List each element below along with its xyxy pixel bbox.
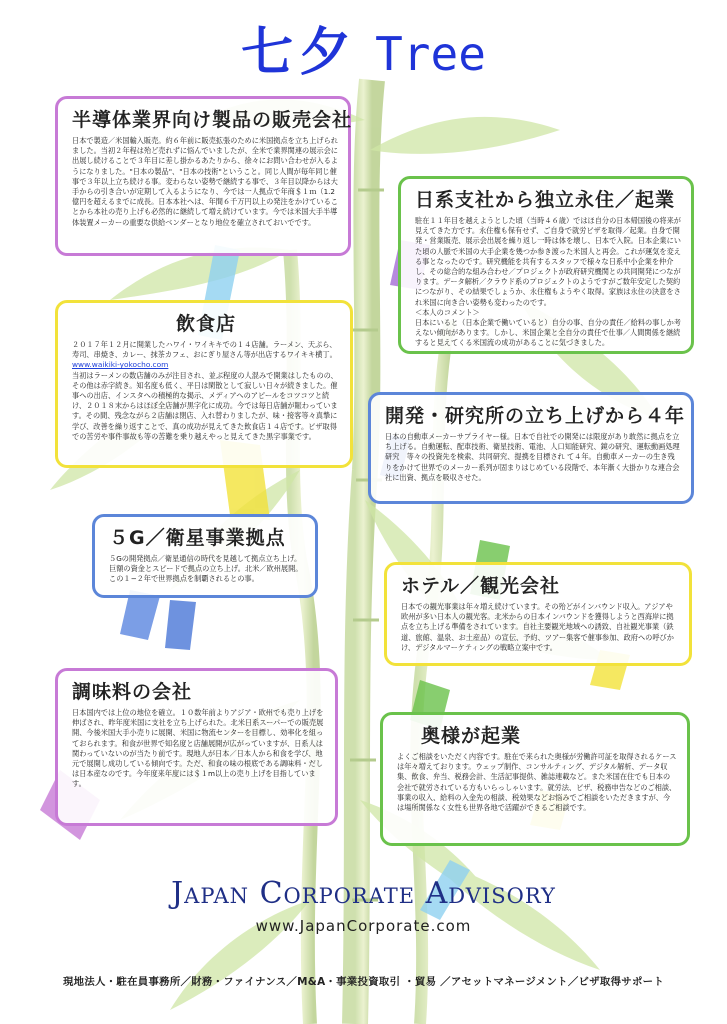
card-body: 日本国内では上位の地位を確立。１０数年前よりアジア・欧州でも売り上げを伸ばされ、昨年度米国に支社を立ち上げられた。北米日系スーパーでの販売展開、今後米国大手小売りに展開、米国に物流センターを目標し、効率化を組っておられます。和食が世界で知名度と店舗展開が広がっていますが、日系人は関わっていないのが当たり前です。現地人が日本／日本人から和食を学び、地元で展開し成功している傾向です。ただ、和食の味の根底である調味料・だしは日本産なのです。今年度来年度には＄１m以上の売り上げを目指しています。: [72, 708, 324, 789]
card-restaurant: [55, 300, 353, 468]
card-seasoning-company: [55, 668, 338, 826]
brand-block: [0, 876, 727, 935]
card-heading: 開発・研究所の立ち上げから４年: [385, 405, 686, 427]
card-hotel-tourism: [384, 562, 692, 666]
card-research-lab: [368, 392, 694, 504]
card-paragraph: 当初はラーメンの数店舗のみが注目され、並ぶ程度の人混みで開業はしたものの、その他は赤字続き。知名度も低く、平日は閑散として寂しい日々が続きました。催事への出店、インスタへの積極的な掲示、メディアへのアピールをコツコツと続け、２０１８末からはほぼ全店舗が黒字化に成功。今では毎日店舗が賑わっています。その間、残念ながら２店舗は閉店、入れ替わりましたが、味・接客等々真摯に学び、改善を繰り返すことで、真の成功が見えてきた飲食店１４店です。ビザ取得での苦労や事件事故も等の苦難を乗り越えやっと見えてきた黒字事業です。: [72, 370, 338, 441]
page-title: [0, 10, 727, 85]
card-independent-startup: [398, 176, 694, 354]
title-japanese: 七夕: [241, 23, 358, 83]
card-heading: 半導体業界向け製品の販売会社: [72, 109, 353, 131]
card-heading: ５G／衛星事業拠点: [109, 527, 286, 549]
title-english: Tree: [375, 27, 486, 81]
card-body: ５Gの開発拠点／衛星通信の時代を見越して拠点立ち上げ。巨額の資金とスピードで拠点の立ち上げ。北米／欧州展開。この１−２年で世界拠点を制覇されるとの事。: [109, 554, 303, 584]
card-semiconductor-sales: [55, 96, 351, 256]
card-heading: ホテル／観光会社: [401, 575, 561, 597]
card-body: 日本の自動車メーカーサプライヤー様。日本で自社での開発には限度があり敢然に拠点を立ち上げる。自動運転、配車技術、衛星技術、電池、人口知能研究、鏡の研究、運転動画処理研究 等々の投資先を検索、共同研究、提携を目標され て４年。自動車メーカーの生き残りをかけて世界でのメーカー系列が固まりはじめている段階で、本年漸く大掛かりな連合会社に出資、拠点を吸収させた。: [385, 432, 680, 482]
services-list: 現地法人・駐在員事務所／財務・ファイナンス／M&A・事業投資取引 ・貿易 ／アセットマネージメント／ビザ取得サポート: [62, 976, 665, 988]
card-heading: 日系支社から独立永住／起業: [415, 189, 676, 211]
card-body: よくご相談をいただく内容です。駐在で来られた奥様が労働許可証を取得されるケースは年々増えております。ウェップ制作、コンサルティング、デジタル解析、データ収集、飲食、弁当、税務会計、生活記事提供、雑誌連載など。また米国在住でも日本の会社で就労されている方もいらっしゃいます。就労法、ビザ、税務申告などのご相談、事業の収入、給料の入金先の相談、税効果などお悩みでご相談をいただきますが、今は場所関係なく女性も世界各地で活躍ができるご相談です。: [397, 752, 677, 813]
card-body: [72, 340, 340, 442]
card-body: [415, 216, 681, 349]
card-heading: 調味料の会社: [72, 681, 193, 703]
comment-label: ＜本人のコメント＞: [415, 307, 480, 317]
card-body: 日本での観光事業は年々増え続けています。その殆どがインバウンド収入。アジアや欧州が多い日本人の観光客。北米からの日本インバウンドを獲得しようと西海岸に拠点を立ち上げる準備をされています。自社主要観光地域への誘致、自社観光事業（鉄道、旅館、温泉、お土産品）の宣伝、予約、ツアー集客で催事参加、政府への呼びかけ、デジタルマーケティングの戦略立案中です。: [401, 602, 674, 652]
card-body: 日本で製造／米国輸入販売。約６年前に販売拡張のために米国拠点を立ち上げられました。当初２年程は殆ど売れずに悩んでいましたが、全米で業界関連の展示会に出展し続けることで３年目に差し掛かるあたりから、徐々にお問い合わせが入るようになりました。"日本の製品"、"日本の技術"ということ。同じ人間が毎年同じ催事で３年以上立ち続ける事。変わらない姿勢で継続する事で、３年目以降からは大手からの引き合いが定期して入るようになり、今では一人拠点で年商＄１ｍ（1.2億円を超えるまでに成長。日本本社へは、年間６千万円以上の発注をかけていることから本社の売り上げも必然的に継続して増え続けています。今では米国大手半導体装置メーカーの重要な供給ベンダーとなり地位を確立されておいでです。: [72, 136, 338, 227]
brand-url[interactable]: www.JapanCorporate.com: [255, 917, 472, 935]
card-paragraph: 駐在１１年目を越えようとした頃（当時４６歳）ではほ自分の日本帰国後の将来が見えてきた方です。永住権も保有せず、ご自身で就労ビザを取得／起業。自身で開発・営業販売、展示会出展を繰り返し一時は体を壊し、日本で入院。日本企業にいた頃の人脈で米国の大手企業を幾つか参き渡った米国人と再会。これが運気を変える事となったのです。研究機能を共有するスタッフで様々な日系中小企業を仲介し、その総合的な組み合わせ／プロジェクトが政府研究機関との共同開発につながります。データ解析／クラウド系のプロジェクトのようですがご数年安定した契約につながり、その結果でしょうか、永住権もようやく取得。家族は永住の決意をされ米国に向き合い姿勢も変わったのです。: [415, 216, 681, 307]
brand-name: Japan Corporate Advisory: [171, 876, 556, 911]
card-paragraph: ２０１７年１２月に開業したハワイ・ワイキキでの１４店舗。ラーメン、天ぷら、寿司、串焼き、カレー、抹茶カフェ、おにぎり屋さん等が出店するワイキキ横丁。: [72, 340, 337, 360]
card-heading: 奥様が起業: [421, 725, 522, 747]
website-link[interactable]: www.waikiki-yokocho.com: [72, 360, 169, 370]
card-heading: 飲食店: [175, 313, 236, 335]
comment-text: 日本にいると（日本企業で働いていると）自分の事、自分の責任／給料の事しか考えない傾向があります。しかし、米国企業と全自分の責任で仕事／人間関係を継続すると見えてくる米国流の成功があることに気づきました。: [415, 318, 681, 348]
card-5g-satellite: [92, 514, 318, 598]
card-spouse-startup: [380, 712, 690, 846]
